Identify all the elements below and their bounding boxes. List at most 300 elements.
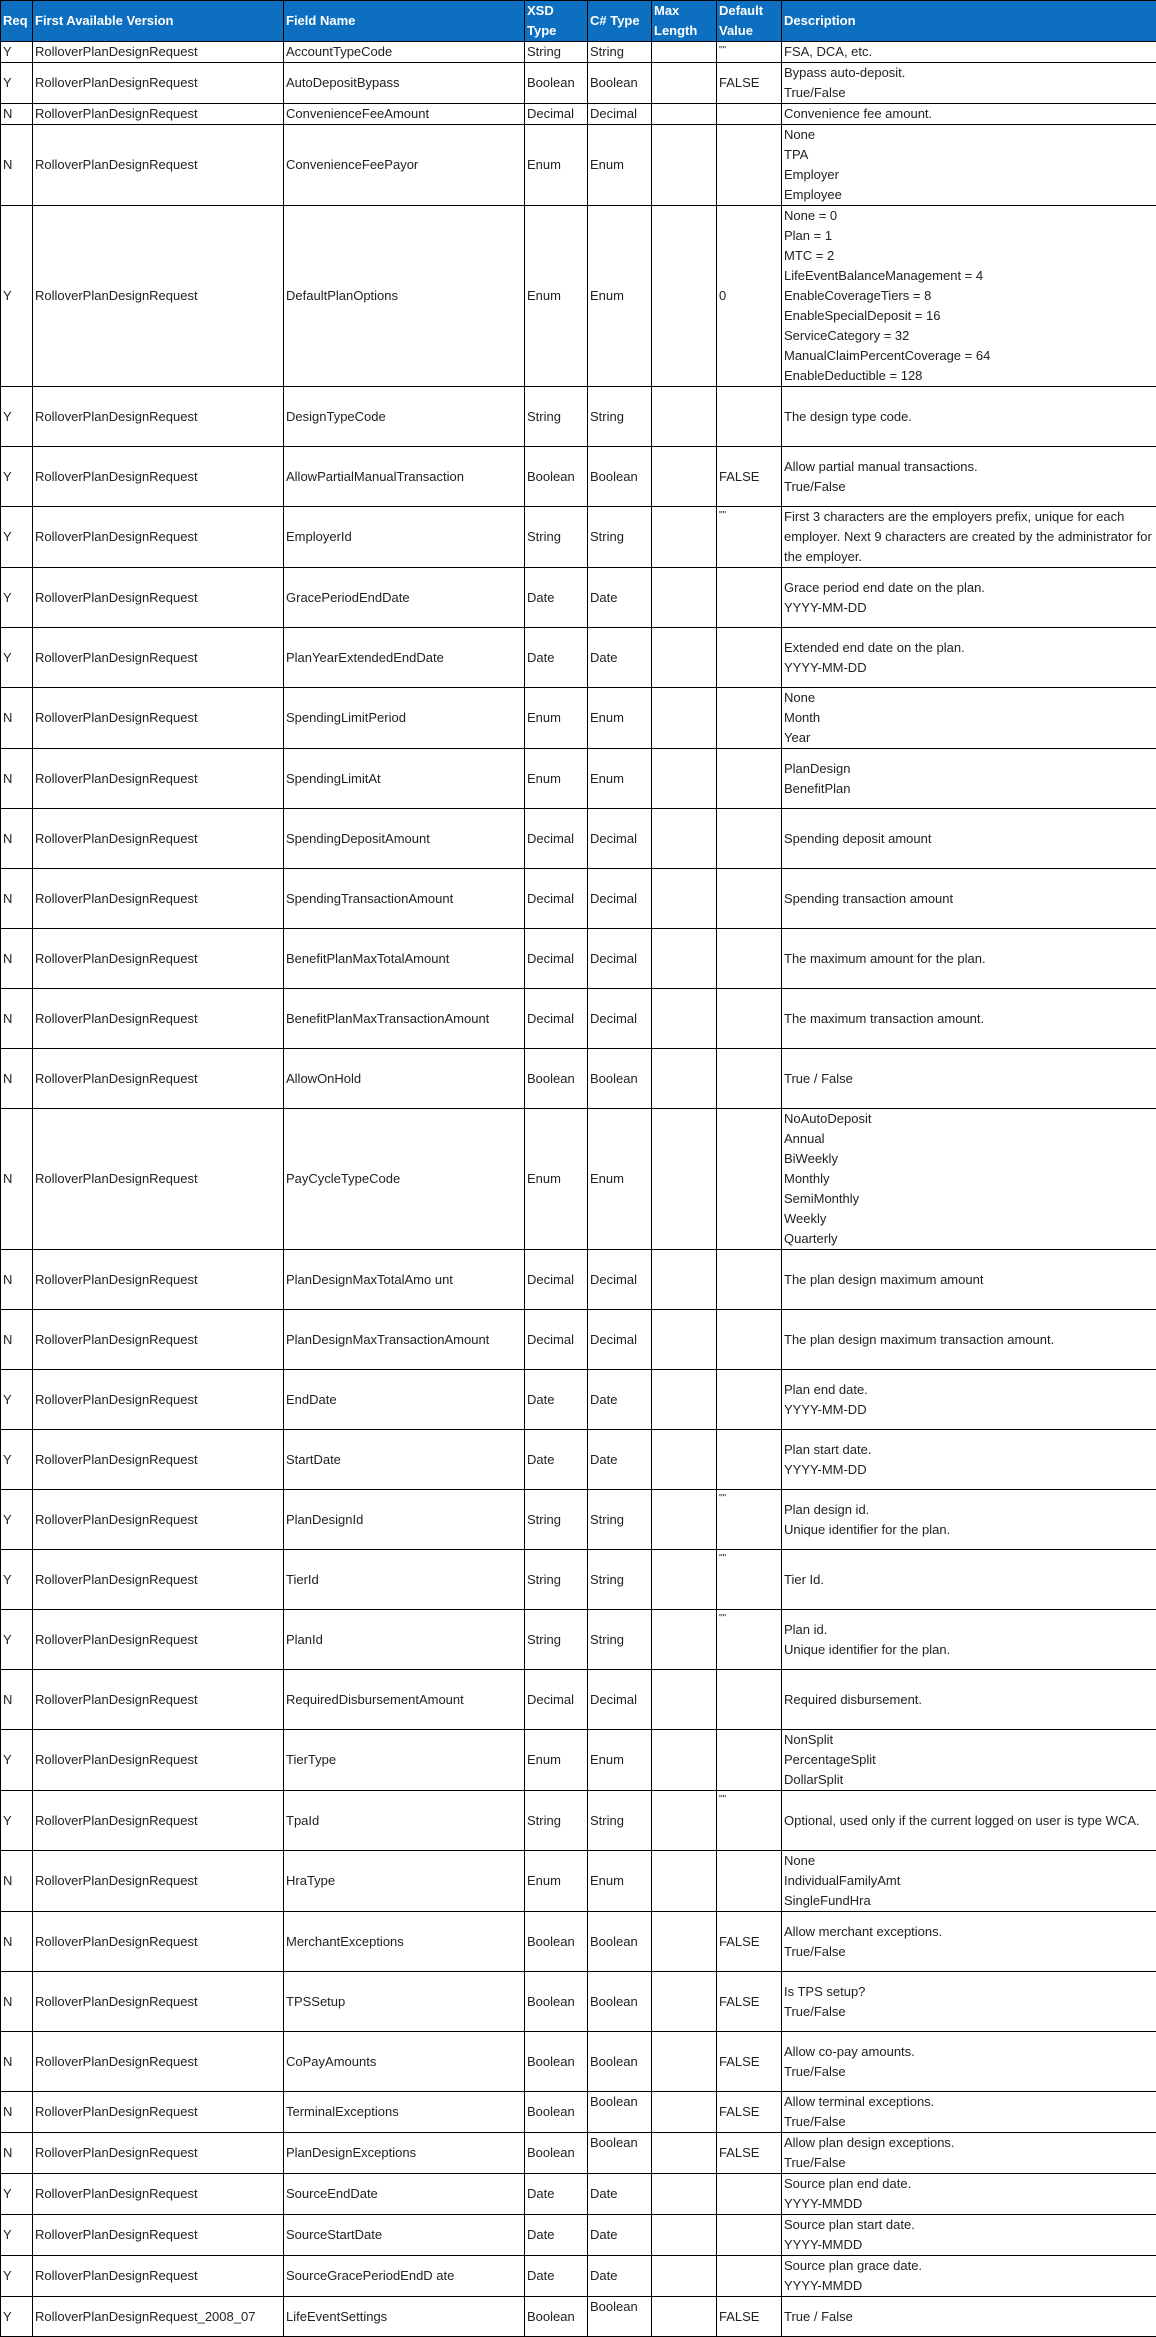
xsd-type-cell: Date [525, 1370, 588, 1430]
default-value-cell [717, 568, 782, 628]
description-cell [782, 1250, 1156, 1310]
default-value-cell: FALSE [717, 1912, 782, 1972]
description-cell [782, 507, 1156, 568]
table-row [1, 507, 1156, 568]
description-cell [782, 1912, 1156, 1972]
field-name-cell: DesignTypeCode [284, 387, 525, 447]
description-cell [782, 1310, 1156, 1370]
header-req: Req [1, 1, 33, 42]
description-line: Tier Id. [784, 1570, 1154, 1590]
header-max-length: Max Length [652, 1, 717, 42]
description-line: YYYY-MM-DD [784, 1460, 1154, 1480]
default-value-cell [717, 125, 782, 206]
csharp-type-cell: Date [588, 1370, 652, 1430]
table-row [1, 1430, 1156, 1490]
description-line: Spending deposit amount [784, 829, 1154, 849]
description-cell [782, 2256, 1156, 2297]
req-cell: Y [1, 507, 33, 568]
req-cell: Y [1, 206, 33, 387]
max-length-cell [652, 2256, 717, 2297]
version-cell: RolloverPlanDesignRequest [33, 989, 284, 1049]
table-row [1, 688, 1156, 749]
max-length-cell [652, 2032, 717, 2092]
default-value-cell [717, 2215, 782, 2256]
xsd-type-cell: Date [525, 2215, 588, 2256]
version-cell: RolloverPlanDesignRequest [33, 1851, 284, 1912]
description-cell [782, 809, 1156, 869]
header-description: Description [782, 1, 1156, 42]
description-line: Quarterly [784, 1229, 1154, 1249]
default-value-cell [717, 628, 782, 688]
description-cell [782, 2297, 1156, 2337]
default-value-cell [717, 2174, 782, 2215]
description-line: YYYY-MM-DD [784, 598, 1154, 618]
req-cell: Y [1, 1490, 33, 1550]
default-value-cell: FALSE [717, 2133, 782, 2174]
field-name-cell: TerminalExceptions [284, 2092, 525, 2133]
csharp-type-cell: Enum [588, 1109, 652, 1250]
csharp-type-cell: String [588, 387, 652, 447]
default-value-cell [717, 1851, 782, 1912]
table-row [1, 2297, 1156, 2337]
req-cell: N [1, 1912, 33, 1972]
table-row [1, 2215, 1156, 2256]
req-cell: N [1, 749, 33, 809]
max-length-cell [652, 206, 717, 387]
csharp-type-cell: Enum [588, 749, 652, 809]
req-cell: Y [1, 63, 33, 104]
description-line: PercentageSplit [784, 1750, 1154, 1770]
description-line: YYYY-MMDD [784, 2276, 1154, 2296]
xsd-type-cell: Boolean [525, 447, 588, 507]
field-name-cell: PlanDesignId [284, 1490, 525, 1550]
max-length-cell [652, 2133, 717, 2174]
csharp-type-cell: Date [588, 2174, 652, 2215]
default-value-cell [717, 929, 782, 989]
csharp-type-cell: String [588, 507, 652, 568]
csharp-type-cell: Decimal [588, 104, 652, 125]
field-name-cell: PlanId [284, 1610, 525, 1670]
max-length-cell [652, 2215, 717, 2256]
table-row [1, 1610, 1156, 1670]
description-line: Required disbursement. [784, 1690, 1154, 1710]
default-value-cell [717, 869, 782, 929]
default-value-cell: "" [717, 1791, 782, 1851]
description-line: TPA [784, 145, 1154, 165]
description-cell [782, 1550, 1156, 1610]
default-value-cell [717, 1109, 782, 1250]
description-cell [782, 63, 1156, 104]
max-length-cell [652, 1610, 717, 1670]
description-line: True/False [784, 1942, 1154, 1962]
table-row [1, 989, 1156, 1049]
csharp-type-cell: Boolean [588, 2092, 652, 2133]
description-line: Year [784, 728, 1154, 748]
xsd-type-cell: Decimal [525, 1310, 588, 1370]
description-line: True/False [784, 2002, 1154, 2022]
field-name-cell: AccountTypeCode [284, 42, 525, 63]
field-name-cell: SpendingTransactionAmount [284, 869, 525, 929]
description-line: Unique identifier for the plan. [784, 1520, 1154, 1540]
description-cell [782, 447, 1156, 507]
xsd-type-cell: Decimal [525, 104, 588, 125]
req-cell: Y [1, 628, 33, 688]
xsd-type-cell: Date [525, 2174, 588, 2215]
header-first-available-version: First Available Version [33, 1, 284, 42]
xsd-type-cell: Enum [525, 749, 588, 809]
default-value-cell [717, 104, 782, 125]
field-name-cell: SpendingLimitPeriod [284, 688, 525, 749]
table-row [1, 1109, 1156, 1250]
table-row [1, 929, 1156, 989]
description-line: BiWeekly [784, 1149, 1154, 1169]
description-cell [782, 1791, 1156, 1851]
xsd-type-cell: Boolean [525, 2032, 588, 2092]
xsd-type-cell: Boolean [525, 1049, 588, 1109]
csharp-type-cell: Enum [588, 1851, 652, 1912]
req-cell: Y [1, 1550, 33, 1610]
description-cell [782, 1972, 1156, 2032]
description-line: First 3 characters are the employers prefix, unique for each employer. Next 9 characters are created by the administrator for the employer. [784, 507, 1154, 567]
max-length-cell [652, 809, 717, 869]
description-line: True / False [784, 1069, 1154, 1089]
version-cell: RolloverPlanDesignRequest [33, 1912, 284, 1972]
default-value-cell [717, 1310, 782, 1370]
max-length-cell [652, 568, 717, 628]
xsd-type-cell: Decimal [525, 1250, 588, 1310]
description-line: EnableCoverageTiers = 8 [784, 286, 1154, 306]
csharp-type-cell: Decimal [588, 1670, 652, 1730]
req-cell: N [1, 2092, 33, 2133]
req-cell: N [1, 1109, 33, 1250]
table-row [1, 2256, 1156, 2297]
table-row [1, 63, 1156, 104]
xsd-type-cell: Enum [525, 125, 588, 206]
xsd-type-cell: Decimal [525, 1670, 588, 1730]
max-length-cell [652, 628, 717, 688]
max-length-cell [652, 447, 717, 507]
field-name-cell: RequiredDisbursementAmount [284, 1670, 525, 1730]
version-cell: RolloverPlanDesignRequest [33, 1109, 284, 1250]
version-cell: RolloverPlanDesignRequest [33, 1310, 284, 1370]
description-cell [782, 929, 1156, 989]
csharp-type-cell: Decimal [588, 929, 652, 989]
default-value-cell: "" [717, 1610, 782, 1670]
max-length-cell [652, 1550, 717, 1610]
header-field-name: Field Name [284, 1, 525, 42]
description-line: The design type code. [784, 407, 1154, 427]
max-length-cell [652, 42, 717, 63]
version-cell: RolloverPlanDesignRequest [33, 1610, 284, 1670]
description-line: PlanDesign [784, 759, 1154, 779]
description-line: Plan design id. [784, 1500, 1154, 1520]
csharp-type-cell: Decimal [588, 989, 652, 1049]
xsd-type-cell: String [525, 1791, 588, 1851]
default-value-cell [717, 688, 782, 749]
field-name-cell: TPSSetup [284, 1972, 525, 2032]
req-cell: Y [1, 447, 33, 507]
req-cell: N [1, 989, 33, 1049]
version-cell: RolloverPlanDesignRequest [33, 688, 284, 749]
description-line: The maximum amount for the plan. [784, 949, 1154, 969]
table-row [1, 1730, 1156, 1791]
csharp-type-cell: Date [588, 568, 652, 628]
description-line: None = 0 [784, 206, 1154, 226]
field-name-cell: GracePeriodEndDate [284, 568, 525, 628]
field-name-cell: PlanDesignMaxTotalAmo unt [284, 1250, 525, 1310]
xsd-type-cell: String [525, 507, 588, 568]
table-row [1, 1250, 1156, 1310]
xsd-type-cell: Enum [525, 1851, 588, 1912]
description-line: Plan end date. [784, 1380, 1154, 1400]
description-line: Plan id. [784, 1620, 1154, 1640]
default-value-cell: "" [717, 1490, 782, 1550]
version-cell: RolloverPlanDesignRequest [33, 1490, 284, 1550]
req-cell: N [1, 1851, 33, 1912]
version-cell: RolloverPlanDesignRequest [33, 1730, 284, 1791]
version-cell: RolloverPlanDesignRequest [33, 809, 284, 869]
version-cell: RolloverPlanDesignRequest [33, 1049, 284, 1109]
description-line: Allow plan design exceptions. [784, 2133, 1154, 2153]
description-line: Monthly [784, 1169, 1154, 1189]
default-value-cell [717, 1049, 782, 1109]
description-cell [782, 1610, 1156, 1670]
default-value-cell: "" [717, 42, 782, 63]
description-cell [782, 1049, 1156, 1109]
description-line: True/False [784, 2153, 1154, 2173]
description-line: Allow partial manual transactions. [784, 457, 1154, 477]
table-row [1, 2174, 1156, 2215]
description-line: Month [784, 708, 1154, 728]
req-cell: N [1, 809, 33, 869]
version-cell: RolloverPlanDesignRequest [33, 507, 284, 568]
description-cell [782, 1109, 1156, 1250]
description-cell [782, 2133, 1156, 2174]
version-cell: RolloverPlanDesignRequest [33, 1670, 284, 1730]
req-cell: N [1, 1670, 33, 1730]
description-line: NonSplit [784, 1730, 1154, 1750]
default-value-cell: FALSE [717, 447, 782, 507]
max-length-cell [652, 1049, 717, 1109]
version-cell: RolloverPlanDesignRequest [33, 2174, 284, 2215]
version-cell: RolloverPlanDesignRequest_2008_07 [33, 2297, 284, 2337]
default-value-cell: "" [717, 507, 782, 568]
description-cell [782, 206, 1156, 387]
field-name-cell: EndDate [284, 1370, 525, 1430]
max-length-cell [652, 929, 717, 989]
default-value-cell: FALSE [717, 2297, 782, 2337]
version-cell: RolloverPlanDesignRequest [33, 869, 284, 929]
table-row [1, 42, 1156, 63]
field-name-cell: AllowOnHold [284, 1049, 525, 1109]
xsd-type-cell: Enum [525, 688, 588, 749]
xsd-type-cell: Enum [525, 1730, 588, 1791]
header-csharp-type: C# Type [588, 1, 652, 42]
table-row [1, 206, 1156, 387]
req-cell: N [1, 2133, 33, 2174]
field-name-cell: DefaultPlanOptions [284, 206, 525, 387]
max-length-cell [652, 1370, 717, 1430]
version-cell: RolloverPlanDesignRequest [33, 1250, 284, 1310]
csharp-type-cell: Boolean [588, 1912, 652, 1972]
csharp-type-cell: Boolean [588, 2133, 652, 2174]
description-cell [782, 749, 1156, 809]
field-name-cell: LifeEventSettings [284, 2297, 525, 2337]
description-line: Allow merchant exceptions. [784, 1922, 1154, 1942]
req-cell: Y [1, 568, 33, 628]
version-cell: RolloverPlanDesignRequest [33, 206, 284, 387]
csharp-type-cell: Boolean [588, 447, 652, 507]
description-line: Annual [784, 1129, 1154, 1149]
max-length-cell [652, 1730, 717, 1791]
req-cell: Y [1, 2174, 33, 2215]
version-cell: RolloverPlanDesignRequest [33, 929, 284, 989]
description-line: ManualClaimPercentCoverage = 64 [784, 346, 1154, 366]
description-line: YYYY-MMDD [784, 2194, 1154, 2214]
description-line: True / False [784, 2307, 1154, 2327]
default-value-cell: 0 [717, 206, 782, 387]
description-line: MTC = 2 [784, 246, 1154, 266]
req-cell: Y [1, 42, 33, 63]
header-row [1, 1, 1156, 42]
csharp-type-cell: Boolean [588, 1972, 652, 2032]
description-line: Is TPS setup? [784, 1982, 1154, 2002]
xsd-type-cell: Boolean [525, 1972, 588, 2032]
field-name-cell: SourceGracePeriodEndD ate [284, 2256, 525, 2297]
default-value-cell [717, 2256, 782, 2297]
csharp-type-cell: Boolean [588, 1049, 652, 1109]
field-name-cell: SourceStartDate [284, 2215, 525, 2256]
version-cell: RolloverPlanDesignRequest [33, 2215, 284, 2256]
max-length-cell [652, 2297, 717, 2337]
field-name-cell: ConvenienceFeeAmount [284, 104, 525, 125]
description-line: Allow co-pay amounts. [784, 2042, 1154, 2062]
max-length-cell [652, 989, 717, 1049]
table-row [1, 809, 1156, 869]
default-value-cell [717, 989, 782, 1049]
description-line: True/False [784, 2112, 1154, 2132]
description-line: EnableDeductible = 128 [784, 366, 1154, 386]
req-cell: Y [1, 2256, 33, 2297]
description-cell [782, 1430, 1156, 1490]
table-row [1, 749, 1156, 809]
description-line: The plan design maximum transaction amount. [784, 1330, 1154, 1350]
description-line: Plan start date. [784, 1440, 1154, 1460]
description-line: Employer [784, 165, 1154, 185]
csharp-type-cell: Decimal [588, 1310, 652, 1370]
default-value-cell [717, 809, 782, 869]
description-line: True/False [784, 83, 1154, 103]
description-line: Convenience fee amount. [784, 104, 1154, 124]
field-name-cell: SpendingDepositAmount [284, 809, 525, 869]
default-value-cell [717, 1670, 782, 1730]
version-cell: RolloverPlanDesignRequest [33, 1430, 284, 1490]
csharp-type-cell: Decimal [588, 1250, 652, 1310]
description-line: None [784, 125, 1154, 145]
description-cell [782, 989, 1156, 1049]
table-row [1, 447, 1156, 507]
xsd-type-cell: String [525, 1550, 588, 1610]
field-name-cell: TpaId [284, 1791, 525, 1851]
version-cell: RolloverPlanDesignRequest [33, 568, 284, 628]
description-line: IndividualFamilyAmt [784, 1871, 1154, 1891]
description-line: SemiMonthly [784, 1189, 1154, 1209]
csharp-type-cell: String [588, 42, 652, 63]
csharp-type-cell: Boolean [588, 2032, 652, 2092]
description-cell [782, 2092, 1156, 2133]
xsd-type-cell: Date [525, 1430, 588, 1490]
xsd-type-cell: Date [525, 2256, 588, 2297]
version-cell: RolloverPlanDesignRequest [33, 2092, 284, 2133]
req-cell: N [1, 125, 33, 206]
table-row [1, 1972, 1156, 2032]
table-row [1, 1550, 1156, 1610]
description-cell [782, 568, 1156, 628]
req-cell: Y [1, 2215, 33, 2256]
description-cell [782, 1490, 1156, 1550]
version-cell: RolloverPlanDesignRequest [33, 2032, 284, 2092]
description-cell [782, 2032, 1156, 2092]
description-line: Plan = 1 [784, 226, 1154, 246]
csharp-type-cell: Enum [588, 688, 652, 749]
max-length-cell [652, 1430, 717, 1490]
req-cell: N [1, 869, 33, 929]
max-length-cell [652, 63, 717, 104]
field-name-cell: AutoDepositBypass [284, 63, 525, 104]
csharp-type-cell: Date [588, 628, 652, 688]
field-name-cell: PlanYearExtendedEndDate [284, 628, 525, 688]
xsd-type-cell: Decimal [525, 929, 588, 989]
req-cell: N [1, 1250, 33, 1310]
max-length-cell [652, 1109, 717, 1250]
max-length-cell [652, 125, 717, 206]
version-cell: RolloverPlanDesignRequest [33, 42, 284, 63]
table-row [1, 628, 1156, 688]
max-length-cell [652, 1310, 717, 1370]
description-line: YYYY-MM-DD [784, 1400, 1154, 1420]
description-cell [782, 1370, 1156, 1430]
csharp-type-cell: Boolean [588, 63, 652, 104]
max-length-cell [652, 869, 717, 929]
xsd-type-cell: Decimal [525, 989, 588, 1049]
description-cell [782, 42, 1156, 63]
req-cell: Y [1, 2297, 33, 2337]
default-value-cell [717, 1730, 782, 1791]
table-row [1, 2092, 1156, 2133]
req-cell: Y [1, 1370, 33, 1430]
csharp-type-cell: String [588, 1610, 652, 1670]
csharp-type-cell: String [588, 1550, 652, 1610]
max-length-cell [652, 507, 717, 568]
xsd-type-cell: Boolean [525, 2133, 588, 2174]
table-row [1, 2133, 1156, 2174]
csharp-type-cell: Decimal [588, 869, 652, 929]
table-row [1, 1370, 1156, 1430]
table-row [1, 568, 1156, 628]
max-length-cell [652, 749, 717, 809]
req-cell: N [1, 1310, 33, 1370]
req-cell: Y [1, 1791, 33, 1851]
csharp-type-cell: String [588, 1490, 652, 1550]
description-line: Source plan start date. [784, 2215, 1154, 2235]
field-name-cell: AllowPartialManualTransaction [284, 447, 525, 507]
description-line: ServiceCategory = 32 [784, 326, 1154, 346]
description-cell [782, 104, 1156, 125]
default-value-cell: FALSE [717, 63, 782, 104]
description-cell [782, 2174, 1156, 2215]
version-cell: RolloverPlanDesignRequest [33, 104, 284, 125]
default-value-cell: FALSE [717, 2092, 782, 2133]
